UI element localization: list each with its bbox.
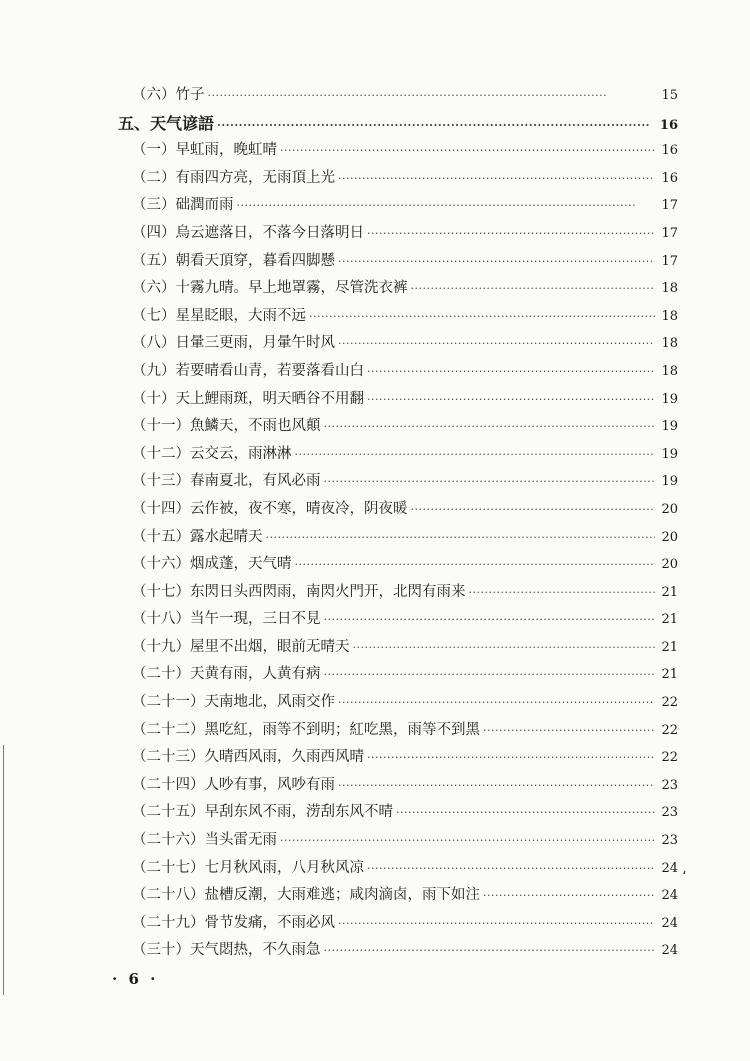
toc-entry — [118, 83, 678, 111]
dot-leader — [280, 834, 655, 847]
toc-entry-page: 19 — [661, 474, 678, 490]
toc-entry — [118, 718, 678, 746]
toc-entry-title: （十二）云交云，雨淋淋 — [132, 445, 292, 462]
toc-entry-page: 19 — [661, 419, 678, 435]
toc-entry-title: （二）有雨四方亮，无雨頂上光 — [132, 169, 335, 186]
toc-entry-page: 23 — [661, 805, 678, 821]
dot-leader — [338, 255, 655, 268]
toc-entry-title: （六）十霧九晴。早上地罩霧，尽管洗衣裤 — [132, 280, 408, 297]
toc-entry — [118, 249, 678, 277]
toc-entry-page: 18 — [661, 363, 678, 379]
toc-entry-title: （三）础潤而雨 — [132, 197, 234, 214]
toc-entry-page: 22 — [661, 750, 678, 766]
dot-leader — [469, 586, 656, 599]
toc-entry-page: 23 — [661, 833, 678, 849]
toc-entry-page: 23 — [661, 777, 678, 793]
toc-entry-title: （二十三）久晴西风雨，久雨西风晴 — [132, 749, 364, 766]
toc-entry-page: 17 — [661, 225, 678, 241]
toc-entry-page: 22 — [661, 695, 678, 711]
toc-entry — [118, 442, 678, 470]
toc-entry-page: 24 — [661, 943, 678, 959]
toc-entry — [118, 800, 678, 828]
dot-leader — [338, 696, 655, 709]
toc-entry-title: （二十八）盐槽反潮，大雨难逃；咸肉滴卤，雨下如注 — [132, 887, 480, 904]
toc-entry — [118, 387, 678, 415]
toc-entry — [118, 359, 678, 387]
toc-entry-page: 21 — [661, 612, 678, 628]
toc-entry — [118, 166, 678, 194]
toc-entry-title: （一）早虹雨，晚虹晴 — [132, 142, 277, 159]
toc-entry-title: （七）星星眨眼，大雨不远 — [132, 307, 306, 324]
toc-entry — [118, 635, 678, 663]
toc-entry-page: 20 — [661, 501, 678, 517]
toc-entry-title: （十七）东閃日头西閃雨，南閃火門开，北閃有雨来 — [132, 583, 466, 600]
dot-leader — [353, 641, 656, 654]
toc-entry-title: （二十九）骨节发痛，不雨必风 — [132, 914, 335, 931]
dot-leader — [280, 144, 655, 157]
dot-leader — [338, 172, 655, 185]
dot-leader — [309, 310, 655, 323]
page-number: · 6 · — [112, 970, 159, 988]
dot-leader — [367, 751, 655, 764]
toc-entry-title: （十五）露水起晴天 — [132, 528, 263, 545]
toc-entry-page: 24 — [661, 915, 678, 931]
dot-leader — [324, 420, 656, 433]
dot-leader — [324, 944, 656, 957]
toc-entry — [118, 690, 678, 718]
toc-entry-page: 19 — [661, 446, 678, 462]
toc-entry-page: 21 — [661, 667, 678, 683]
toc-entry-page: 24 — [661, 888, 678, 904]
toc-entry — [118, 193, 678, 221]
toc-entry-title: （十三）春南夏北，有风必雨 — [132, 473, 321, 490]
toc-entry-title: （六）竹子 — [132, 87, 205, 103]
toc-entry-title: （十九）屋里不出烟，眼前无晴天 — [132, 638, 350, 655]
dot-leader — [367, 365, 655, 378]
toc-entry-title: （十）天上鯉雨斑，明天晒谷不用翻 — [132, 390, 364, 407]
toc-entry-page: 16 — [659, 117, 678, 133]
toc-entry-title: （十一）魚鱗天，不雨也风顛 — [132, 418, 321, 435]
toc-entry-title: （三十）天气悶热，不久雨急 — [132, 942, 321, 959]
dot-leader — [338, 779, 655, 792]
toc-entry-title: （十四）云作被，夜不寒，晴夜冷，阴夜暖 — [132, 500, 408, 517]
dot-leader — [324, 668, 656, 681]
toc-entry-page: 15 — [661, 88, 678, 103]
toc-entry — [118, 111, 678, 139]
dot-leader — [483, 724, 655, 737]
toc-entry-title: （二十四）人吵有事，风吵有雨 — [132, 776, 335, 793]
toc-entry — [118, 221, 678, 249]
toc-entry-page: 18 — [661, 281, 678, 297]
toc-entry — [118, 304, 678, 332]
toc-entry-title: 五、天气谚語 — [118, 113, 215, 133]
toc-entry — [118, 883, 678, 911]
toc-entry-title: （十八）当午一現，三日不見 — [132, 611, 321, 628]
toc-entry-title: （二十二）黑吃紅，雨等不到明；紅吃黑，雨等不到黑 — [132, 721, 480, 738]
toc-entry-title: （九）若要晴看山青，若要落看山白 — [132, 362, 364, 379]
dot-leader — [324, 613, 656, 626]
table-of-contents — [118, 83, 678, 966]
toc-entry-page: 16 — [661, 143, 678, 159]
stray-mark: ، — [682, 862, 687, 878]
toc-entry-title: （八）日暈三更雨，月暈午时风 — [132, 335, 335, 352]
dot-leader — [208, 89, 656, 102]
toc-entry — [118, 662, 678, 690]
toc-entry — [118, 911, 678, 939]
toc-entry-page: 16 — [661, 170, 678, 186]
toc-entry-title: （五）朝看天頂穿，暮看四脚懸 — [132, 252, 335, 269]
toc-entry — [118, 938, 678, 966]
dot-leader — [367, 393, 655, 406]
dot-leader — [411, 282, 656, 295]
toc-entry — [118, 745, 678, 773]
dot-leader — [338, 337, 655, 350]
toc-entry-page: 22 — [661, 722, 678, 738]
dot-leader — [367, 227, 655, 240]
dot-leader — [483, 889, 655, 902]
toc-entry — [118, 773, 678, 801]
toc-entry — [118, 580, 678, 608]
scan-margin-line — [3, 745, 4, 995]
dot-leader — [266, 531, 656, 544]
dot-leader — [237, 199, 656, 212]
dot-leader — [324, 475, 656, 488]
toc-entry-title: （二十一）天南地北，风雨交作 — [132, 694, 335, 711]
dot-leader — [295, 448, 656, 461]
toc-entry-title: （二十七）七月秋风雨，八月秋风凉 — [132, 859, 364, 876]
dot-leader — [217, 119, 655, 132]
toc-entry — [118, 525, 678, 553]
toc-entry-page: 21 — [661, 584, 678, 600]
toc-entry-page: 19 — [661, 391, 678, 407]
toc-entry-page: 17 — [661, 198, 678, 214]
toc-entry-title: （十六）烟成蓬，天气晴 — [132, 556, 292, 573]
toc-entry — [118, 138, 678, 166]
toc-entry-title: （二十六）当头雷无雨 — [132, 832, 277, 849]
toc-entry-title: （二十）天黄有雨，人黄有病 — [132, 666, 321, 683]
dot-leader — [338, 917, 655, 930]
toc-entry-page: 18 — [661, 336, 678, 352]
dot-leader — [396, 806, 655, 819]
toc-entry — [118, 331, 678, 359]
toc-entry — [118, 607, 678, 635]
toc-entry-page: 20 — [661, 557, 678, 573]
toc-entry-page: 21 — [661, 639, 678, 655]
toc-entry-page: 20 — [661, 529, 678, 545]
dot-leader — [411, 503, 656, 516]
toc-entry-page: 17 — [661, 253, 678, 269]
toc-entry — [118, 469, 678, 497]
toc-entry — [118, 497, 678, 525]
toc-entry — [118, 414, 678, 442]
toc-entry-title: （四）烏云遮落日，不落今日落明日 — [132, 224, 364, 241]
toc-entry — [118, 552, 678, 580]
toc-entry — [118, 276, 678, 304]
dot-leader — [367, 862, 655, 875]
toc-entry — [118, 828, 678, 856]
toc-entry — [118, 856, 678, 884]
toc-entry-title: （二十五）早刮东风不雨，涝刮东风不晴 — [132, 804, 393, 821]
dot-leader — [295, 558, 656, 571]
toc-entry-page: 24 — [661, 860, 678, 876]
toc-entry-page: 18 — [661, 308, 678, 324]
